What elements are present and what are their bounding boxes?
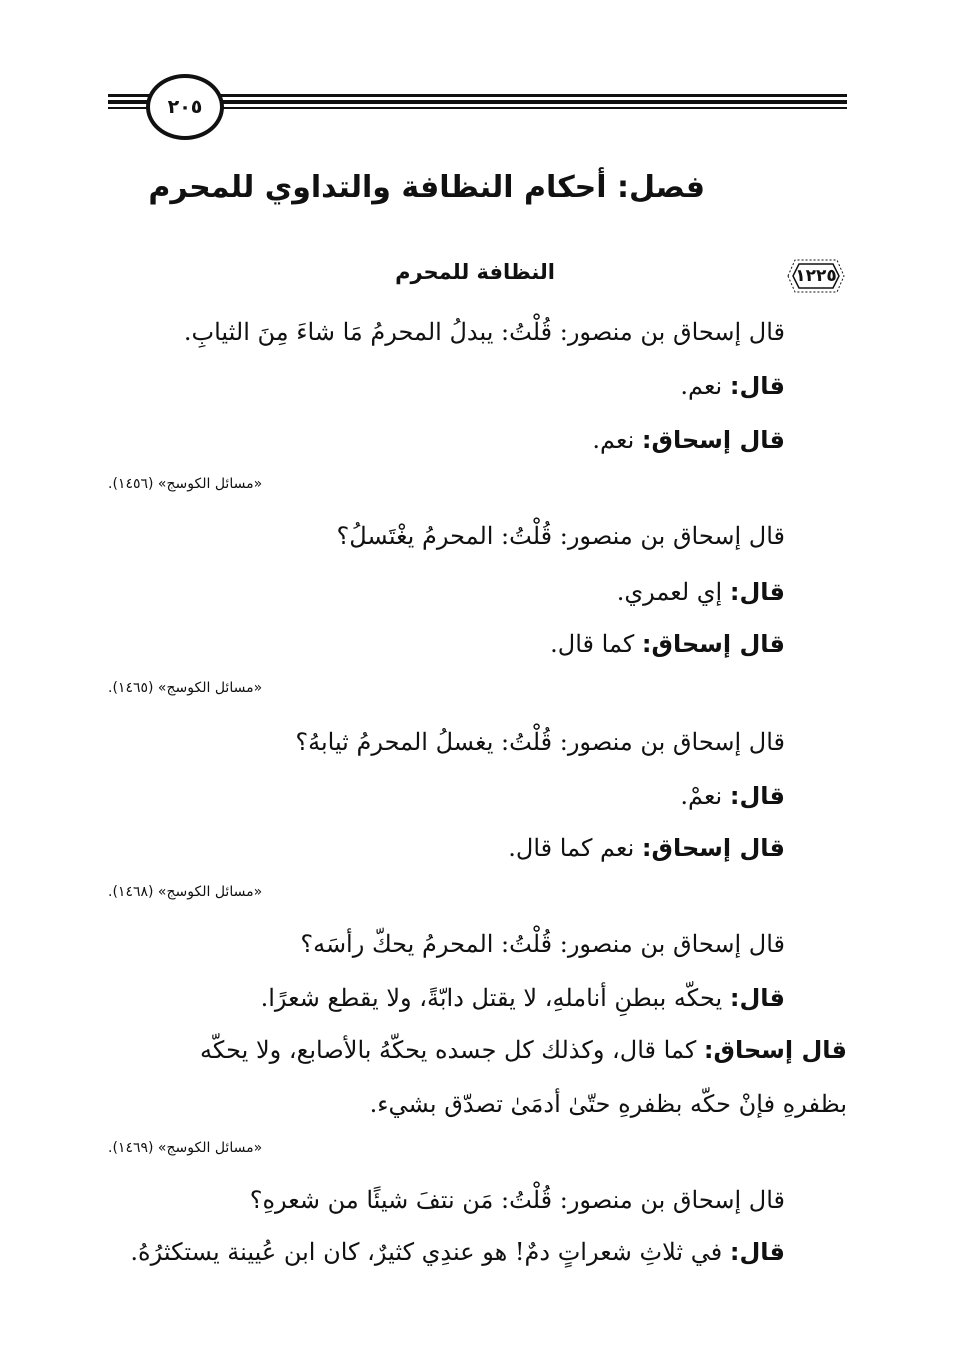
speaker-label: قال: <box>729 578 785 606</box>
text-line: قال: إي لعمري. <box>616 578 785 606</box>
speaker-label: قال إسحاق: <box>641 834 785 862</box>
text-line: قال إسحاق بن منصور: قُلْتُ: المحرمُ يحكّ رأسَه؟ <box>300 930 785 958</box>
subheading: النظافة للمحرم <box>395 260 555 284</box>
speaker-label: قال إسحاق: <box>641 426 785 454</box>
text-line: قال إسحاق: كما قال. <box>550 630 785 658</box>
speaker-label: قال: <box>729 984 785 1012</box>
text-line: قال: يحكّه ببطنِ أناملهِ، لا يقتل دابّةً، ولا يقطع شعرًا. <box>260 984 785 1012</box>
text-line: قال إسحاق بن منصور: قُلْتُ: مَن نتفَ شيئًا من شعرهِ؟ <box>249 1186 785 1214</box>
text-line: قال إسحاق: كما قال، وكذلك كل جسده يحكّهُ بالأصابع، ولا يحكّه <box>200 1036 847 1064</box>
entry-number-badge <box>785 255 847 297</box>
speaker-label: قال إسحاق: <box>641 630 785 658</box>
text-line: قال إسحاق بن منصور: قُلْتُ: المحرمُ يغْتَسلُ؟ <box>336 522 785 550</box>
speaker-label: قال: <box>729 782 785 810</box>
entry-number: ١٢٢٥ <box>795 266 837 286</box>
speaker-label: قال: <box>729 372 785 400</box>
page-number: ٢٠٥ <box>146 74 224 140</box>
citation: «مسائل الكوسج» (١٤٦٥). <box>108 680 263 696</box>
text-line: قال إسحاق بن منصور: قُلْتُ: يبدلُ المحرمُ مَا شاءَ مِنَ الثيابِ. <box>183 318 785 346</box>
speaker-label: قال: <box>729 1238 785 1266</box>
speaker-label: قال إسحاق: <box>703 1036 847 1064</box>
text-line: قال: في ثلاثِ شعراتٍ دمٌ! هو عندِي كثيرٌ، كان ابن عُيينة يستكثرُهُ. <box>130 1238 785 1266</box>
text-line: بظفرهِ فإنْ حكّه بظفرهِ حتّىٰ أدمَىٰ تصدّق بشيء. <box>369 1090 847 1118</box>
text-line: قال إسحاق: نعم كما قال. <box>508 834 785 862</box>
citation: «مسائل الكوسج» (١٤٦٨). <box>108 884 263 900</box>
text-line: قال: نعم. <box>680 372 785 400</box>
text-line: قال: نعمْ. <box>680 782 785 810</box>
text-line: قال إسحاق بن منصور: قُلْتُ: يغسلُ المحرمُ ثيابهُ؟ <box>295 728 785 756</box>
citation: «مسائل الكوسج» (١٤٦٩). <box>108 1140 263 1156</box>
text-line: قال إسحاق: نعم. <box>592 426 785 454</box>
section-title: فصل: أحكام النظافة والتداوي للمحرم <box>148 170 705 205</box>
citation: «مسائل الكوسج» (١٤٥٦). <box>108 476 263 492</box>
